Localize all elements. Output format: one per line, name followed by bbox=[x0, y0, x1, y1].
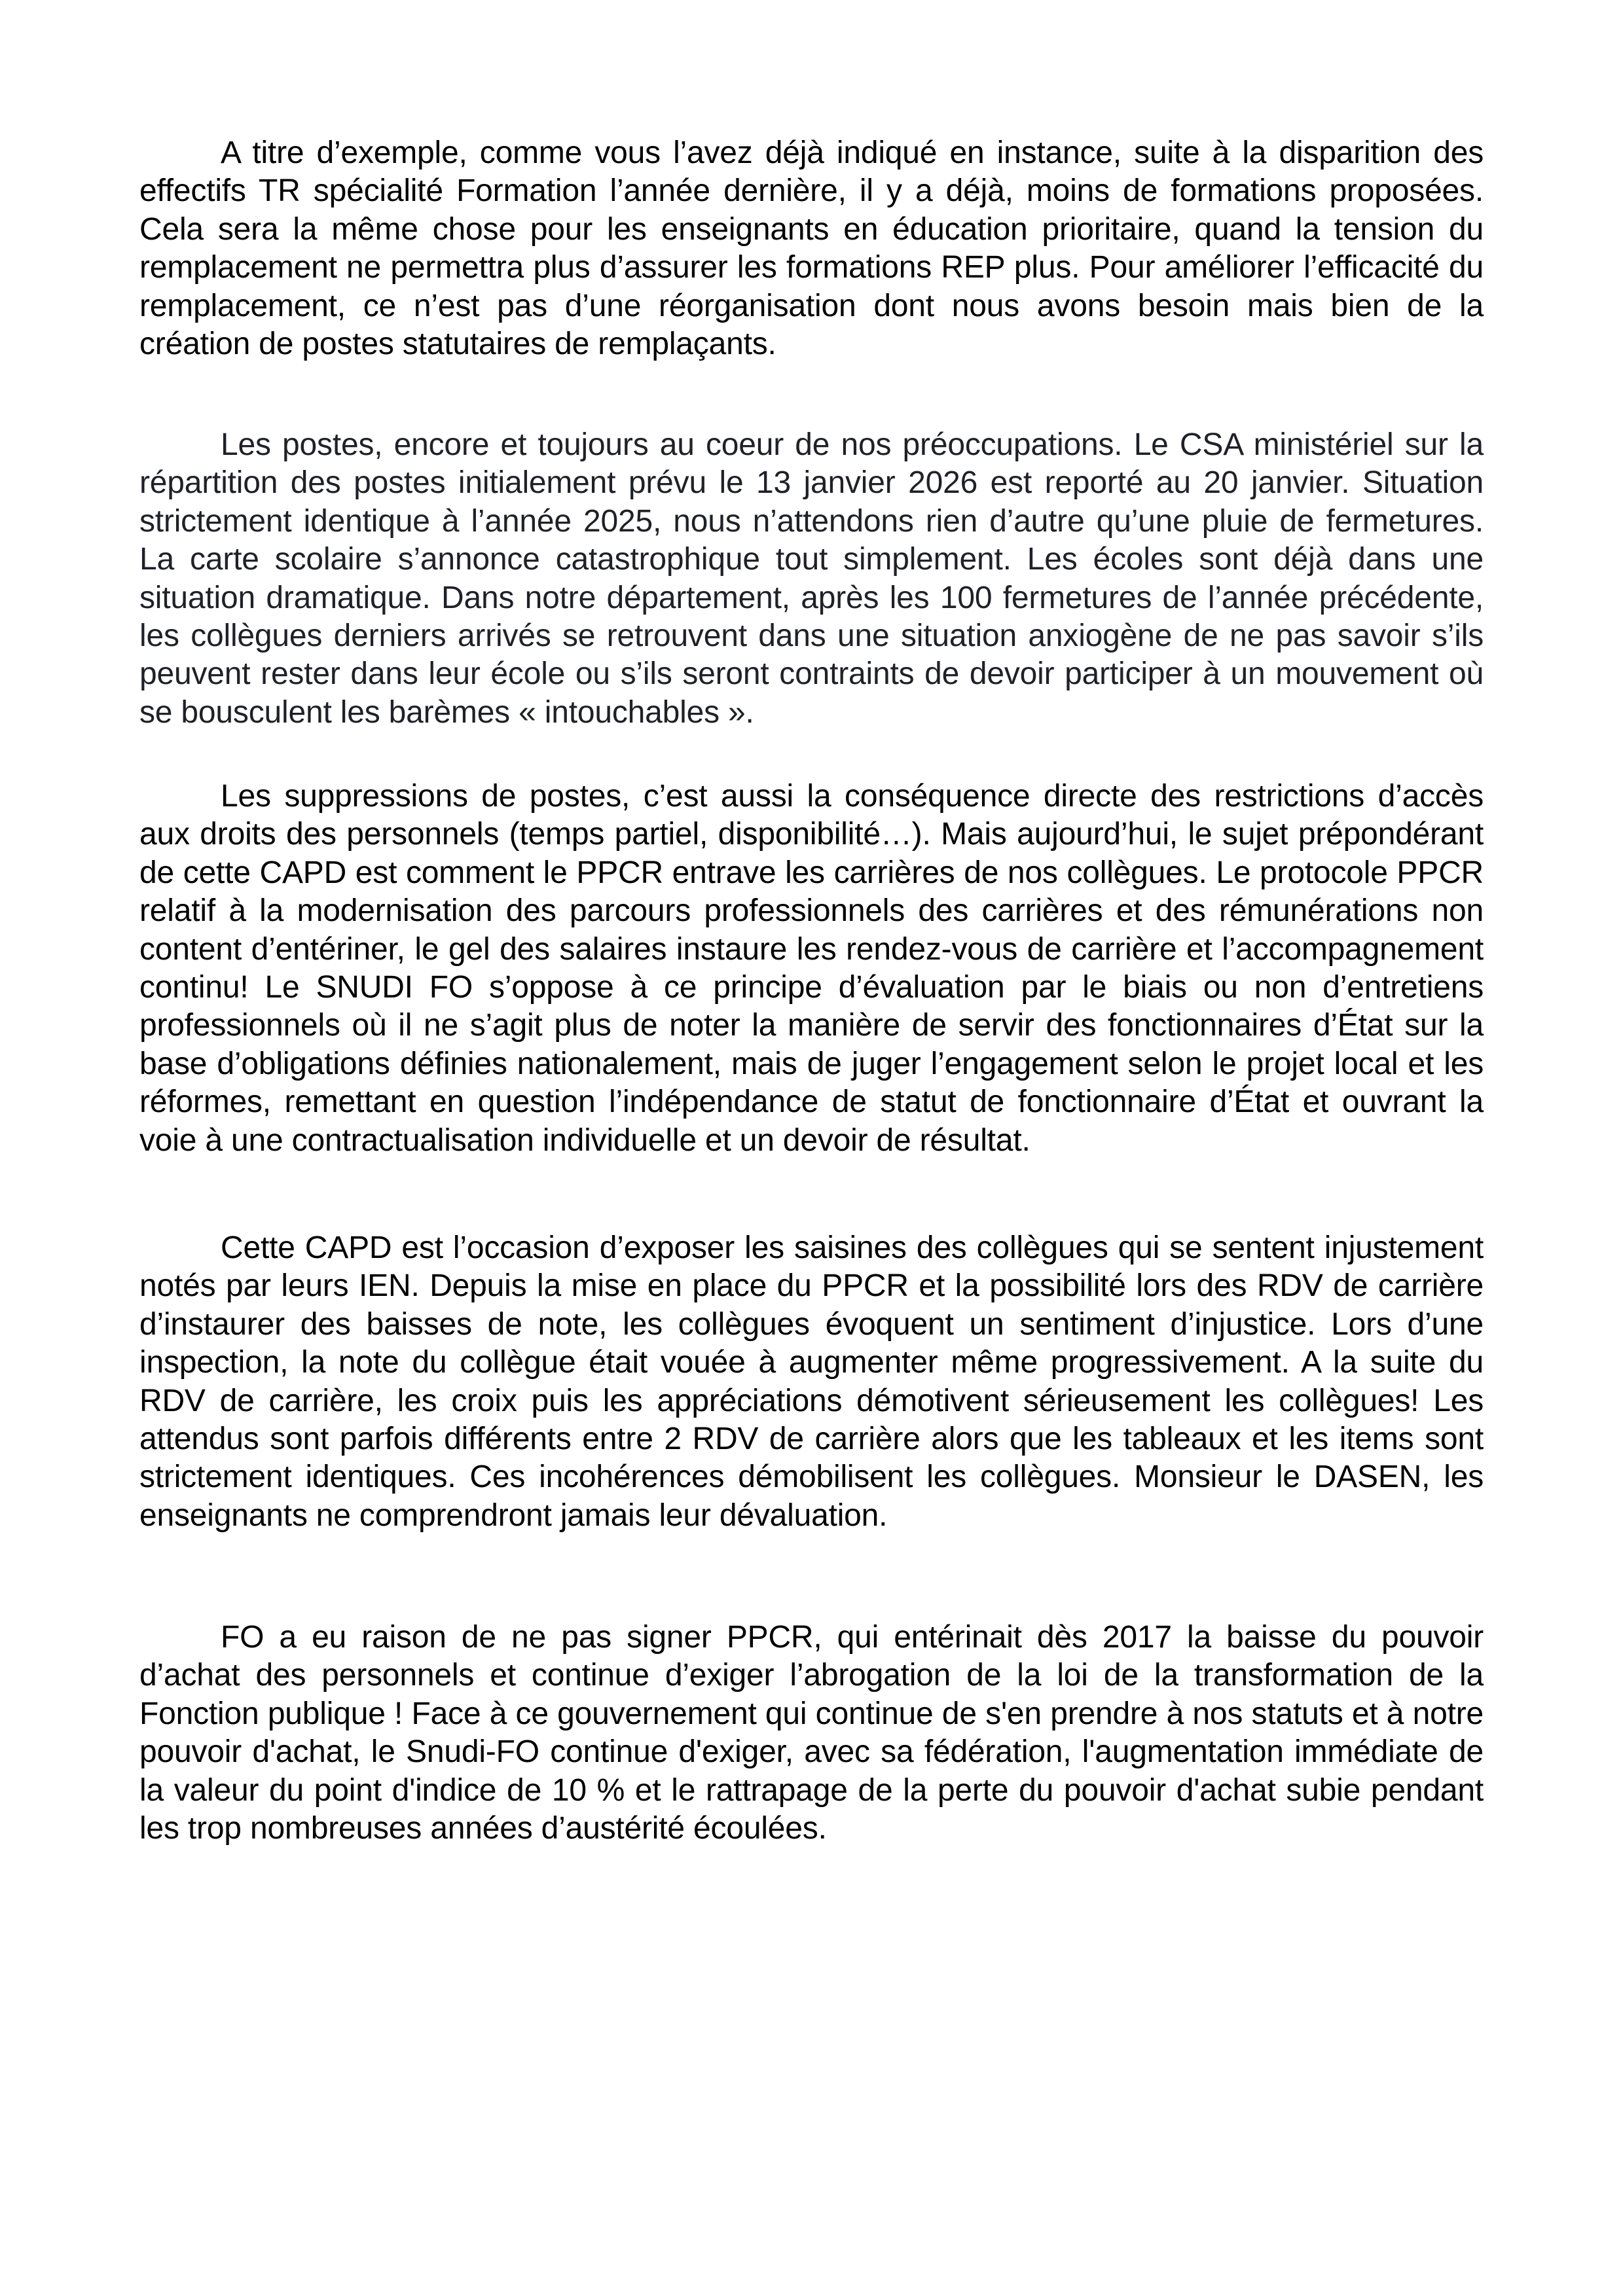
paragraph-capd-appeals: Cette CAPD est l’occasion d’exposer les saisines des collègues qui se sentent injustement notés par leurs IEN. Depuis la mise en place du PPCR et la possibilité lors des RDV de carrière d’instaurer des baisses de note, les collègues évoquent un sentiment d’injustice. Lors d’une inspection, la note du collègue était vouée à augmenter même progressivement. A la suite du RDV de carrière, les croix puis les appréciations démotivent sérieusement les collègues! Les attendus sont parfois différents entre 2 RDV de carrière alors que les tableaux et les items sont strictement identiques. Ces incohérences démobilisent les collègues. Monsieur le DASEN, les enseignants ne comprendront jamais leur dévaluation. bbox=[139, 1230, 1484, 1533]
paragraph-fo-demands: FO a eu raison de ne pas signer PPCR, qui entérinait dès 2017 la baisse du pouvoir d’achat des personnels et continue d’exiger l’abrogation de la loi de la transformation de la Fonction publique ! Face à ce gouvernement qui continue de s'en prendre à nos statuts et à notre pouvoir d'achat, le Snudi-FO continue d'exiger, avec sa fédération, l'augmentation immédiate de la valeur du point d'indice de 10 % et le rattrapage de la perte du pouvoir d'achat subie pendant les trop nombreuses années d’austérité écoulées. bbox=[139, 1620, 1484, 1846]
paragraph-ppcr-careers: Les suppressions de postes, c’est aussi la conséquence directe des restrictions d’accès aux droits des personnels (temps partiel, disponibilité…). Mais aujourd’hui, le sujet prépondérant de cette CAPD est comment le PPCR entrave les carrières de nos collègues. Le protocole PPCR relatif à la modernisation des parcours professionnels des carrières et des rémunérations non content d’entériner, le gel des salaires instaure les rendez-vous de carrière et l’accompagnement continu! Le SNUDI FO s’oppose à ce principe d’évaluation par le biais ou non d’entretiens professionnels où il ne s’agit plus de noter la manière de servir des fonctionnaires d’État sur la base d’obligations définies nationalement, mais de juger l’engagement selon le projet local et les réformes, remettant en question l’indépendance de statut de fonctionnaire d’État et ouvrant la voie à une contractualisation individuelle et un devoir de résultat. bbox=[139, 779, 1484, 1158]
paragraph-school-posts: Les postes, encore et toujours au coeur de nos préoccupations. Le CSA ministériel sur la répartition des postes initialement prévu le 13 janvier 2026 est reporté au 20 janvier. Situation strictement identique à l’année 2025, nous n’attendons rien d’autre qu’une pluie de fermetures. La carte scolaire s’annonce catastrophique tout simplement. Les écoles sont déjà dans une situation dramatique. Dans notre département, après les 100 fermetures de l’année précédente, les collègues derniers arrivés se retrouvent dans une situation anxiogène de ne pas savoir s’ils peuvent rester dans leur école ou s’ils seront contraints de devoir participer à un mouvement où se bousculent les barèmes « intouchables ». bbox=[139, 427, 1484, 730]
paragraph-replacement-training: A titre d’exemple, comme vous l’avez déjà indiqué en instance, suite à la disparition des effectifs TR spécialité Formation l’année dernière, il y a déjà, moins de formations proposées. Cela sera la même chose pour les enseignants en éducation prioritaire, quand la tension du remplacement ne permettra plus d’assurer les formations REP plus. Pour améliorer l’efficacité du remplacement, ce n’est pas d’une réorganisation dont nous avons besoin mais bien de la création de postes statutaires de remplaçants. bbox=[139, 135, 1484, 362]
